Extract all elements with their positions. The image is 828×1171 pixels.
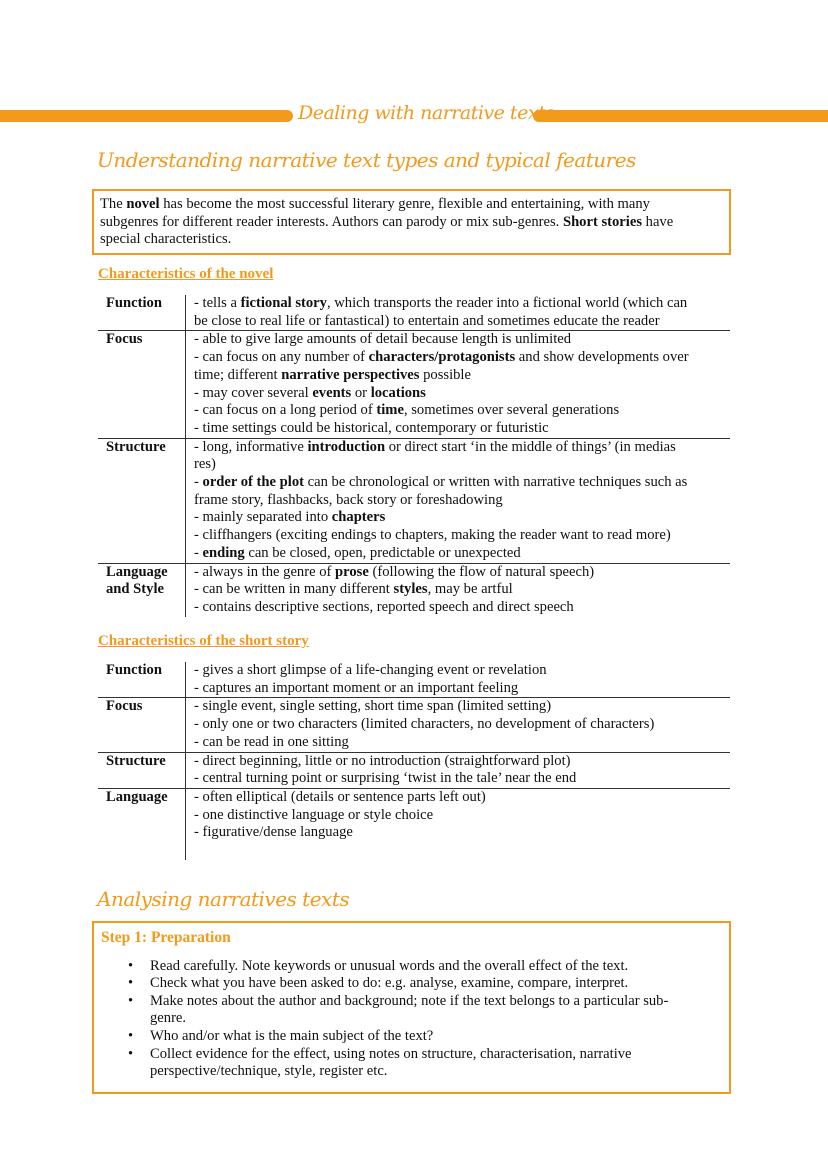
bullet-list [101,958,722,1081]
row-label-line: and Style [106,581,164,598]
text-line [194,662,730,680]
table-row [98,788,730,859]
text-line [100,214,723,232]
text-line [194,842,730,860]
row-label-line: Function [106,295,162,311]
bullet-text-line: Check what you have been asked to do: e.g. analyse, examine, compare, interpret. [150,975,629,992]
text-line [194,420,730,438]
header-bar-right [533,110,828,122]
text-segment: be close to real life or fantastical) to entertain and sometimes educate the reader [194,312,660,329]
text-line [194,313,730,331]
text-line [100,196,723,214]
intro-box [92,189,731,255]
text-segment: and show developments over [515,349,689,366]
row-content [186,752,731,788]
short-story-heading: Characteristics of the short story [98,633,309,649]
text-segment: - central turning point or surprising ‘twist in the tale’ near the end [194,770,577,787]
text-line [194,509,730,527]
table-row [98,295,730,331]
row-content [186,563,731,617]
text-segment: The [100,196,127,212]
bullet-text-line: Make notes about the author and background; note if the text belongs to a particular sub- [150,992,669,1009]
bullet-text-line: perspective/technique, style, register etc. [150,1063,388,1080]
text-line [194,402,730,420]
list-item [101,975,722,993]
text-segment: subgenres for different reader interests. Authors can parody or mix sub-genres. [100,213,563,230]
row-content [186,788,731,859]
row-label [98,698,186,752]
row-label [98,563,186,617]
text-segment: can be closed, open, predictable or unexpected [244,544,521,561]
text-line [194,439,730,457]
text-segment: - gives a short glimpse of a life-changing event or revelation [194,662,547,678]
bold-term: narrative perspectives [281,366,420,383]
text-segment: , sometimes over several generations [403,402,620,419]
row-label-line: Function [106,662,162,678]
table-row [98,662,730,698]
text-segment: - [194,544,203,561]
text-segment: res) [194,456,216,473]
text-segment: - captures an important moment or an important feeling [194,679,519,696]
novel-heading: Characteristics of the novel [98,266,274,282]
step-1-box [92,921,731,1094]
text-segment: have [642,213,674,230]
list-item [101,1046,722,1081]
section-heading-analysing: Analysing narratives texts [97,887,350,911]
text-line [194,385,730,403]
text-line [194,295,730,313]
page-title: Dealing with narrative texts [298,102,555,124]
text-segment: - often elliptical (details or sentence parts left out) [194,788,486,805]
text-line [194,807,730,825]
text-segment: - can be written in many different [194,581,394,598]
text-segment: special characteristics. [100,231,232,248]
bullet-icon: • [128,992,134,1009]
table-row [98,331,730,438]
table-row [98,752,730,788]
text-segment: has become the most successful literary genre, flexible and entertaining, with many [159,196,650,212]
row-content [186,698,731,752]
bold-term: order of the plot [202,474,304,491]
bold-term: novel [126,196,160,212]
text-segment: - can focus on any number of [194,349,369,366]
text-line [194,527,730,545]
text-segment: - can be read in one sitting [194,733,349,750]
text-segment: - [194,474,203,491]
text-segment: , may be artful [427,581,513,598]
text-segment: - figurative/dense language [194,824,353,841]
text-line [194,789,730,807]
bullet-text-line: Read carefully. Note keywords or unusual words and the overall effect of the text. [150,957,629,974]
text-segment: (following the flow of natural speech) [368,563,595,580]
bullet-icon: • [128,957,134,974]
bold-term: introduction [307,438,386,455]
header-bar-left [0,110,293,122]
text-line [194,716,730,734]
bold-term: prose [335,563,369,580]
text-segment: possible [419,366,471,383]
row-label-line: Focus [106,698,143,715]
text-segment: - able to give large amounts of detail because length is unlimited [194,331,572,348]
text-segment: - direct beginning, little or no introduction (straightforward plot) [194,752,571,769]
row-label [98,295,186,331]
bold-term: time [376,402,404,419]
row-label [98,331,186,438]
text-line [194,456,730,474]
bold-term: events [312,384,352,401]
bold-term: ending [202,544,245,561]
text-line [194,680,730,698]
list-item [101,993,722,1028]
row-label [98,788,186,859]
bold-term: characters/protagonists [368,349,516,366]
row-label [98,438,186,563]
section-heading: Understanding narrative text types and typical features [97,148,636,172]
text-segment: - time settings could be historical, contemporary or futuristic [194,419,549,436]
text-line [194,599,730,617]
text-line [194,474,730,492]
text-segment: - only one or two characters (limited characters, no development of characters) [194,716,655,733]
bold-term: fictional story [240,295,327,311]
text-line [100,231,723,249]
text-segment: - single event, single setting, short time span (limited setting) [194,698,552,715]
text-line [194,331,730,349]
bullet-text-line: Who and/or what is the main subject of the text? [150,1027,434,1044]
text-line [194,492,730,510]
text-segment: time; different [194,366,282,383]
text-line [194,770,730,788]
list-item [101,1028,722,1046]
bold-term: chapters [331,509,386,526]
table-row [98,563,730,617]
text-line [194,824,730,842]
short-story-table [98,662,730,860]
row-label [98,752,186,788]
text-segment: - always in the genre of [194,563,336,580]
text-segment: or direct start ‘in the middle of things’ (in medias [385,438,676,455]
bullet-text-line: Collect evidence for the effect, using notes on structure, characterisation, narrative [150,1045,632,1062]
text-line [194,698,730,716]
text-segment: - long, informative [194,438,308,455]
text-line [194,753,730,771]
bold-term: locations [370,384,426,401]
text-line [194,581,730,599]
row-label-line: Structure [106,438,166,455]
row-label-line: Language [106,563,168,580]
bullet-icon: • [128,975,134,992]
text-segment: - can focus on a long period of [194,402,377,419]
text-segment: - one distinctive language or style choice [194,806,434,823]
table-row [98,438,730,563]
row-label-line: Focus [106,331,143,348]
text-segment: - cliffhangers (exciting endings to chapters, making the reader want to read more) [194,527,671,544]
bullet-icon: • [128,1027,134,1044]
text-line [194,734,730,752]
table-row [98,698,730,752]
text-segment: - mainly separated into [194,509,332,526]
row-label [98,662,186,698]
row-label-line: Structure [106,752,166,769]
text-segment: - contains descriptive sections, reported speech and direct speech [194,598,574,615]
text-segment: can be chronological or written with narrative techniques such as [303,474,688,491]
text-segment: , which transports the reader into a fictional world (which can [326,295,688,311]
row-content [186,295,731,331]
bullet-text-line: genre. [150,1010,187,1027]
text-segment: - tells a [194,295,241,311]
bold-term: Short stories [562,213,642,230]
text-line [194,367,730,385]
step-title: Step 1: Preparation [101,929,231,946]
row-content [186,662,731,698]
row-label-line: Language [106,788,168,805]
text-line [194,564,730,582]
row-content [186,438,731,563]
text-line [194,545,730,563]
text-segment: or [351,384,371,401]
text-line [194,349,730,367]
text-segment: frame story, flashbacks, back story or foreshadowing [194,491,503,508]
list-item [101,958,722,976]
text-segment: - may cover several [194,384,313,401]
bold-term: styles [393,581,428,598]
novel-table [98,295,730,617]
bullet-icon: • [128,1045,134,1062]
row-content [186,331,731,438]
